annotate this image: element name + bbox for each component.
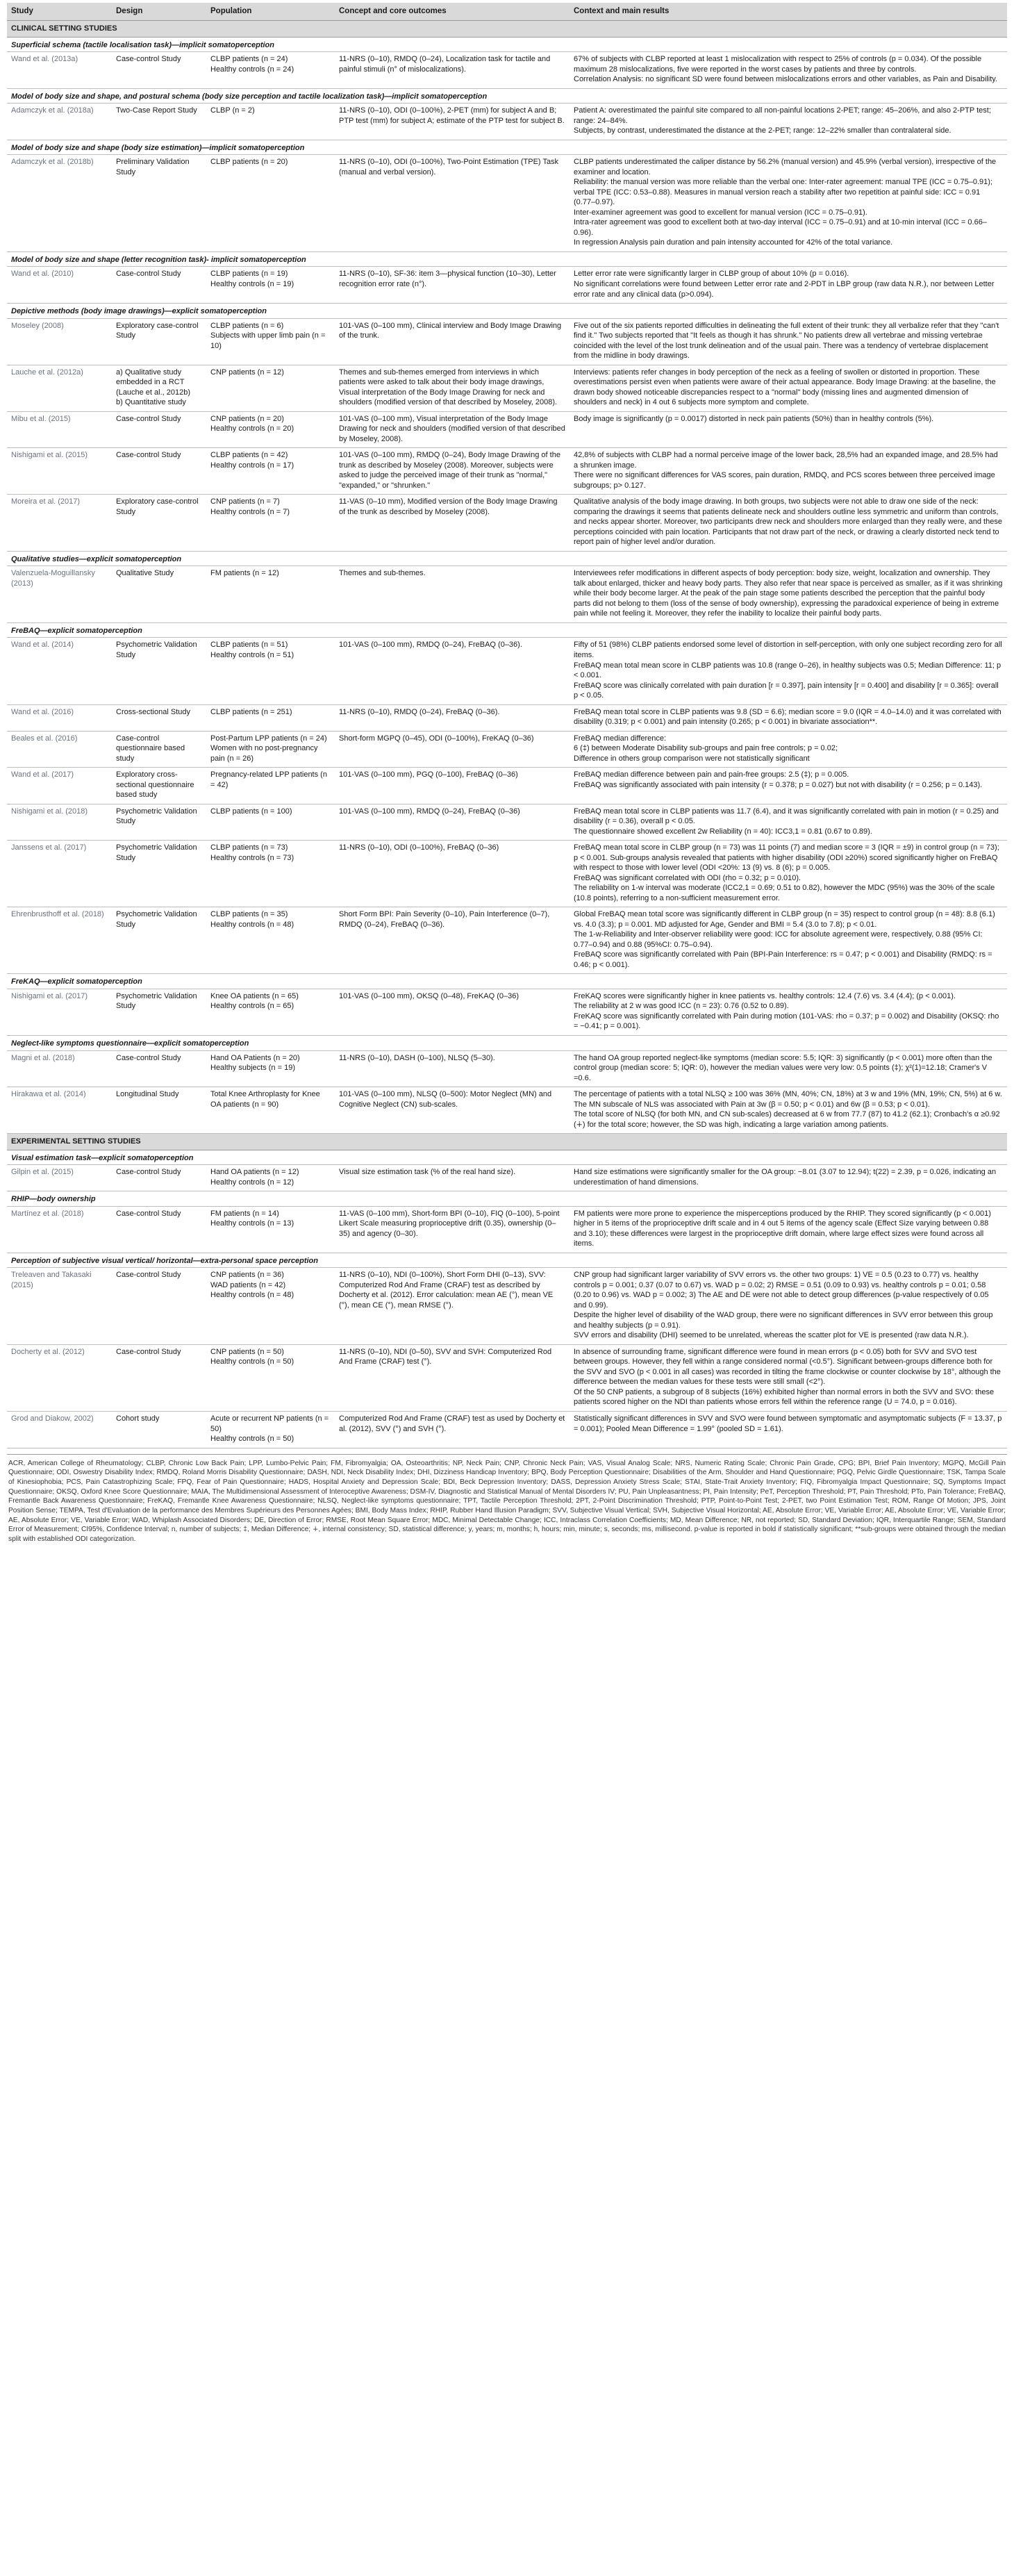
table-row bbox=[7, 104, 1007, 140]
cell-study[interactable]: Wand et al. (2010) bbox=[7, 267, 112, 304]
cell-context: Qualitative analysis of the body image drawing. In both groups, two subjects were not able to draw one side of the neck: comparing the drawings it seems that patients delineate neck and shoulders outline less symmetric and uniform than controls, and necks appear shorter. Moreover, two participants drew neck and shoulders more enlarged than they really were, and these perceptions coincided with pain location. Participants that not draw part of the neck, or drawing a clearly distorted neck tend to report pain of higher level and/or duration. bbox=[570, 495, 1007, 552]
cell-study[interactable]: Wand et al. (2017) bbox=[7, 768, 112, 804]
cell-context: Five out of the six patients reported difficulties in delineating the full extent of their trunk: they all verbalize refer that they "can't find it." Two subjects reported that "It feels as though it has shrunk." No patients drew all vertebrae and missing vertebrae coincided with the level of the lost trunk delineation and of the usual pain. There was a tendency of vertebrae displacement from the midline in body drawings. bbox=[570, 318, 1007, 365]
table-row bbox=[7, 411, 1007, 448]
cell-context: Interviewees refer modifications in different aspects of body perception: body size, weight, localization and ownership. They talk about enlarged, thicker and heavy body parts. They also refer that near space is perceived as smaller, as if it was shrinking while their body become larger. At the peak of the pain stage some patients described the perception that the painful body parts did not belong to them (loss of the sense of body ownership), expressing the paradoxical experience of being in extreme pain while not feeling it. Moreover, they refer the inability to localize their painful body parts. bbox=[570, 566, 1007, 623]
cell-concept: 11-NRS (0–10), RMDQ (0–24), Localization task for tactile and painful stimuli (n° of mislocalizations). bbox=[335, 52, 570, 89]
cell-population: CLBP patients (n = 24) Healthy controls (n = 24) bbox=[206, 52, 335, 89]
header-context: Context and main results bbox=[570, 3, 1007, 21]
cell-design: Exploratory case-control Study bbox=[112, 495, 206, 552]
cell-study[interactable]: Magni et al. (2018) bbox=[7, 1050, 112, 1087]
header-population: Population bbox=[206, 3, 335, 21]
cell-concept: 11-NRS (0–10), ODI (0–100%), Two-Point Estimation (TPE) Task (manual and verbal version). bbox=[335, 155, 570, 252]
cell-concept: 101-VAS (0–100 mm), Visual interpretation of the Body Image Drawing for neck and shoulders (modified version of that described by Moseley, 2008). bbox=[335, 411, 570, 448]
table-row bbox=[7, 907, 1007, 974]
cell-population: Hand OA Patients (n = 20) Healthy subjects (n = 19) bbox=[206, 1050, 335, 1087]
cell-context: Patient A: overestimated the painful site compared to all non-painful locations 2-PET; range: 45–206%, and also 2-PTP test; range: 24–84%. Subjects, by contrast, underestimated the distance at the 2-PET; range: 12–22% smaller than contralateral side. bbox=[570, 104, 1007, 140]
cell-population: FM patients (n = 14) Healthy controls (n = 13) bbox=[206, 1206, 335, 1253]
cell-design: Cross-sectional Study bbox=[112, 704, 206, 731]
cell-context: FreKAQ scores were significantly higher in knee patients vs. healthy controls: 12.4 (7.6) vs. 3.4 (4.4); (p < 0.001). The reliability at 2 w was good ICC (n = 23): 0.76 (0.52 to 0.89). FreKAQ score was significantly correlated with Pain during motion (101-VAS: rho = 0.37; p = 0.002) and Disability (OKSQ: rho = −0.41; p = 0.001). bbox=[570, 989, 1007, 1035]
cell-design: Psychometric Validation Study bbox=[112, 907, 206, 974]
cell-context: CNP group had significant larger variability of SVV errors vs. the other two groups: 1) VE = 0.5 (0.23 to 0.77) vs. healthy controls p = 0.001; 0.37 (0.07 to 0.67) vs. WAD p = 0.02; 2) RMSE = 0.51 (0.09 to 0.93) vs. healthy controls p = 0.01; 0.58 (0.20 to 0.96) vs. WAD p = 0.002; 3) The AE and DE were not able to detect group differences (p-value respectively of 0.05 and 0.99). Despite the higher level of disability of the WAD group, there were no significant differences in SVV error between this group and healthy subjects (p = 0.91). SVV errors and disability (DHI) seemed to be unrelated, whereas the scatter plot for VE is presented (raw data N.R.). bbox=[570, 1268, 1007, 1345]
cell-context: Statistically significant differences in SVV and SVO were found between symptomatic and asymptomatic subjects (F = 13.37, p = 0.001); Pooled Mean Difference = 1.99° (pooled SD = 1.61). bbox=[570, 1411, 1007, 1448]
table-header bbox=[7, 3, 1007, 21]
cell-design: Case-control Study bbox=[112, 1268, 206, 1345]
cell-study[interactable]: Martínez et al. (2018) bbox=[7, 1206, 112, 1253]
cell-design: Longitudinal Study bbox=[112, 1087, 206, 1134]
subsection-heading: Model of body size and shape (body size estimation)—implicit somatoperception bbox=[7, 140, 1007, 155]
cell-design: Case-control Study bbox=[112, 52, 206, 89]
cell-concept: 11-NRS (0–10), NDI (0–50), SVV and SVH: Computerized Rod And Frame (CRAF) test (°). bbox=[335, 1344, 570, 1411]
cell-design: Psychometric Validation Study bbox=[112, 638, 206, 704]
subsection-heading: FreBAQ—explicit somatoperception bbox=[7, 622, 1007, 638]
cell-population: CNP patients (n = 50) Healthy controls (n = 50) bbox=[206, 1344, 335, 1411]
subsection-heading: Depictive methods (body image drawings)—explicit somatoperception bbox=[7, 304, 1007, 319]
cell-study[interactable]: Beales et al. (2016) bbox=[7, 731, 112, 768]
cell-context: Interviews: patients refer changes in body perception of the neck as a feeling of swollen or distorted in proportion. These overestimations persist even when patients were aware of their actual appearance. Body Image Drawing: at the baseline, the drawn body showed noticeable discrepancies respect to a "normal" body (missing lines and augmented dimension of shoulders and neck) in 4 out 6 subjects more symptom and complete. bbox=[570, 365, 1007, 411]
cell-concept: 101-VAS (0–100 mm), NLSQ (0–500): Motor Neglect (MN) and Cognitive Neglect (CN) sub-scales. bbox=[335, 1087, 570, 1134]
section-heading: CLINICAL SETTING STUDIES bbox=[7, 21, 1007, 38]
cell-context: Letter error rate were significantly larger in CLBP group of about 10% (p = 0.016). No significant correlations were found between Letter error rate and 2-PDT in LBP group (raw data N.R.), nor between Letter error rate and any clinical data (p>0.094). bbox=[570, 267, 1007, 304]
subsection-heading: Model of body size and shape (letter recognition task)- implicit somatoperception bbox=[7, 251, 1007, 267]
subsection-heading-row bbox=[7, 140, 1007, 155]
cell-concept: Themes and sub-themes. bbox=[335, 566, 570, 623]
table-row bbox=[7, 365, 1007, 411]
subsection-heading-row bbox=[7, 88, 1007, 104]
cell-study[interactable]: Docherty et al. (2012) bbox=[7, 1344, 112, 1411]
cell-population: Pregnancy-related LPP patients (n = 42) bbox=[206, 768, 335, 804]
subsection-heading: RHIP—body ownership bbox=[7, 1191, 1007, 1207]
cell-population: CLBP patients (n = 42) Healthy controls (n = 17) bbox=[206, 448, 335, 495]
cell-study[interactable]: Wand et al. (2013a) bbox=[7, 52, 112, 89]
cell-concept: 11-NRS (0–10), ODI (0–100%), 2-PET (mm) for subject A and B; PTP test (mm) for subject A; estimate of the PTP test for subject B. bbox=[335, 104, 570, 140]
cell-study[interactable]: Treleaven and Takasaki (2015) bbox=[7, 1268, 112, 1345]
table-row bbox=[7, 841, 1007, 907]
subsection-heading-row bbox=[7, 1150, 1007, 1165]
cell-design: a) Qualitative study embedded in a RCT (Lauche et al., 2012b) b) Quantitative study bbox=[112, 365, 206, 411]
cell-concept: 101-VAS (0–100 mm), RMDQ (0–24), FreBAQ (0–36). bbox=[335, 638, 570, 704]
table-row bbox=[7, 804, 1007, 841]
subsection-heading: Visual estimation task—explicit somatoperception bbox=[7, 1150, 1007, 1165]
cell-design: Psychometric Validation Study bbox=[112, 841, 206, 907]
cell-concept: 101-VAS (0–100 mm), Clinical interview and Body Image Drawing of the trunk. bbox=[335, 318, 570, 365]
table-row bbox=[7, 989, 1007, 1035]
cell-study[interactable]: Valenzuela-Moguillansky (2013) bbox=[7, 566, 112, 623]
table-row bbox=[7, 1411, 1007, 1448]
subsection-heading-row bbox=[7, 1191, 1007, 1207]
cell-study[interactable]: Wand et al. (2016) bbox=[7, 704, 112, 731]
cell-study[interactable]: Nishigami et al. (2015) bbox=[7, 448, 112, 495]
cell-design: Qualitative Study bbox=[112, 566, 206, 623]
cell-concept: 11-NRS (0–10), SF-36: item 3—physical function (10–30), Letter recognition error rate (n°). bbox=[335, 267, 570, 304]
cell-concept: Visual size estimation task (% of the real hand size). bbox=[335, 1165, 570, 1191]
cell-population: CNP patients (n = 20) Healthy controls (n = 20) bbox=[206, 411, 335, 448]
cell-study[interactable]: Hirakawa et al. (2014) bbox=[7, 1087, 112, 1134]
cell-design: Exploratory cross-sectional questionnaire based study bbox=[112, 768, 206, 804]
cell-study[interactable]: Nishigami et al. (2018) bbox=[7, 804, 112, 841]
table-body bbox=[7, 21, 1007, 1448]
cell-concept: 11-VAS (0–10 mm), Modified version of the Body Image Drawing of the trunk as described by Moseley (2008). bbox=[335, 495, 570, 552]
cell-context: Global FreBAQ mean total score was significantly different in CLBP group (n = 35) respect to control group (n = 48): 8.8 (6.1) vs. 4.0 (3.3); p = 0.001. MD adjusted for Age, Gender and BMI = 5.4 (3.0 to 7.8); p < 0.01. The 1-w-Reliability and Inter-observer reliability were good: ICC for absolute agreement were, respectively, 0.88 (95% CI: 0.77–0.94) and 0.88 (95%CI: 0.75–0.94). FreBAQ score was significantly correlated with Pain (BPI-Pain Interference: rs = 0.47; p < 0.001) and Disability (RMDQ: rs = 0.46; p < 0.001). bbox=[570, 907, 1007, 974]
cell-population: CLBP patients (n = 35) Healthy controls (n = 48) bbox=[206, 907, 335, 974]
cell-design: Cohort study bbox=[112, 1411, 206, 1448]
table-row bbox=[7, 1087, 1007, 1134]
subsection-heading: Superficial schema (tactile localisation task)—implicit somatoperception bbox=[7, 37, 1007, 52]
cell-concept: Short-form MGPQ (0–45), ODI (0–100%), FreKAQ (0–36) bbox=[335, 731, 570, 768]
cell-context: 42,8% of subjects with CLBP had a normal perceive image of the lower back, 28,5% had an expanded image, and 28.5% had a shrunken image. There were no significant differences for VAS scores, pain duration, RMDQ, and PCS scores between three perceived image subgroups; p> 0.127. bbox=[570, 448, 1007, 495]
cell-study[interactable]: Moreira et al. (2017) bbox=[7, 495, 112, 552]
section-heading-row bbox=[7, 21, 1007, 38]
subsection-heading-row bbox=[7, 974, 1007, 989]
table-row bbox=[7, 1206, 1007, 1253]
cell-design: Case-control Study bbox=[112, 1165, 206, 1191]
table-page bbox=[7, 0, 1007, 1544]
cell-concept: 101-VAS (0–100 mm), OKSQ (0–48), FreKAQ (0–36) bbox=[335, 989, 570, 1035]
table-footnote: ACR, American College of Rheumatology; CLBP, Chronic Low Back Pain; LPP, Lumbo-Pelvic Pain; FM, Fibromyalgia; OA, Osteoarthritis; NP, Neck Pain; CNP, Chronic Neck Pain; VAS, Visual Analog Scale; NRS, Numeric Rating Scale; Chronic Pain Grade, CPG; BPI, Brief Pain Inventory; MGPQ, McGill Pain Questionnaire; ODI, Oswestry Disability Index; RMDQ, Roland Morris Disability Questionnaire; DASH, NDI, Neck Disability Index; DHI, Dizziness Handicap Inventory; BPQ, Body Perception Questionnaire; Disabilities of the Arm, Shoulder and Hand Questionnaire; PGQ, Pelvic Girdle Questionnaire; TSK, Tampa Scale of Kinesiophobia; PCS, Pain Catastrophizing Scale; FPQ, Fear of Pain Questionnaire; HADS, Hospital Anxiety and Depression Scale; BDI, Beck Depression Inventory; DASS, Depression Anxiety Stress Scale; STAI, State-Trait Anxiety Inventory; FIQ, Fibromyalgia Impact Questionnaire; SQ, Symptoms Impact Questionnaire; OKSQ, Oxford Knee Score Questionnaire; MAIA, The Multidimensional Assessment of Interoceptive Awareness; DSM-IV, Diagnostic and Statistical Manual of Mental Disorders IV; PU, Pain Unpleasantness; PI, Pain Intensity; PeT, Perception Threshold; PT, Pain Threshold; PTo, Pain Tolerance; FreBAQ, Fremantle Back Awareness Questionnaire; FreKAQ, Fremantle Knee Awareness Questionnaire; NLSQ, Neglect-like symptoms questionnaire; TPT, Tactile Perception Threshold; 2PT, 2-Point Discrimination Threshold; PTP, Point-to-Point Test; 2-PET, two Point Estimation Test; ROM, Range Of Motion; JPS, Joint Position Sense; TEMPA, Test d'Evaluation de la performance des Membres Supérieurs des Personnes Agées; BMI, Body Mass Index; RHIP, Rubber Hand Illusion Paradigm; SVV, Subjective Visual Vertical; SVH, Subjective Visual Horizontal; AE, Absolute Error; VE, Variable Error; AE, Absolute Error; VE, Variable Error; AE, Absolute Error; VE, Variable Error; WAD, Whiplash Associated Disorders; DE, Direction of Error; RMSE, Root Mean Square Error; MDC, Minimal Detectable Change; ICC, Intraclass Correlation Coefficients; MD, Mean Difference; NR, not reported; SD, Standard Deviation; IQR, Interquartile Range; SEM, Standard Error of Measurement; CI95%, Confidence Interval; n, number of subjects; ‡, Median Difference; ∔, internal consistency; SD, statistical difference; y, years; m, months; h, hours; min, minute; s, seconds; ms, millisecond. p-value is reported in bold if statistically significant; **sub-groups were obtained through the median split with established ODI categorization. bbox=[7, 1454, 1007, 1544]
cell-context: The percentage of patients with a total NLSQ ≥ 100 was 36% (MN, 40%; CN, 18%) at 3 w and 19% (MN, 19%; CN, 5%) at 6 w. The MN subscale of NLS was associated with Pain at 3w (β = 0.50; p < 0.01) and 6w (β = 0.53; p < 0.01). The total score of NLSQ (for both MN, and CN sub-scales) decreased at 6 w from 77.7 (87) to 41.2 (62.1); Cronbach's α ≥0.92 (∔) for the total score; however, the SD was high, indicating a large variation among patients. bbox=[570, 1087, 1007, 1134]
subsection-heading-row bbox=[7, 37, 1007, 52]
cell-concept: 11-NRS (0–10), NDI (0–100%), Short Form DHI (0–13), SVV: Computerized Rod And Frame (CRAF) test as described by Docherty et al. (2012). Error calculation: mean AE (°), mean VE (°), mean CE (°), mean RMSE (°). bbox=[335, 1268, 570, 1345]
cell-population: Total Knee Arthroplasty for Knee OA patients (n = 90) bbox=[206, 1087, 335, 1134]
cell-design: Psychometric Validation Study bbox=[112, 989, 206, 1035]
subsection-heading-row bbox=[7, 551, 1007, 566]
subsection-heading: Perception of subjective visual vertical/ horizontal—extra-personal space perception bbox=[7, 1253, 1007, 1268]
cell-population: CLBP (n = 2) bbox=[206, 104, 335, 140]
table-row bbox=[7, 1050, 1007, 1087]
header-study: Study bbox=[7, 3, 112, 21]
cell-design: Case-control Study bbox=[112, 267, 206, 304]
cell-context: FreBAQ mean total score in CLBP patients was 11.7 (6.4), and it was significantly correlated with pain in motion (r = 0.25) and disability (r = 0.36), overall p < 0.05. The questionnaire showed excellent 2w Reliability (n = 40): ICC3,1 = 0.81 (0.67 to 0.89). bbox=[570, 804, 1007, 841]
cell-population: Knee OA patients (n = 65) Healthy controls (n = 65) bbox=[206, 989, 335, 1035]
cell-concept: 11-NRS (0–10), ODI (0–100%), FreBAQ (0–36) bbox=[335, 841, 570, 907]
table-row bbox=[7, 52, 1007, 89]
cell-context: FreBAQ mean total score in CLBP group (n = 73) was 11 points (7) and median score = 3 (IQR = ±9) in control group (n = 73); p < 0.001. Sub-groups analysis revealed that patients with higher disability (ODI ≥20%) scored significantly higher on FreBAQ with respect to those with lower level (ODI <20%: 13 (9) vs. 8 (6); p = 0.005. FreBAQ was significant correlated with ODI (rho = 0.32; p = 0.010). The reliability on 1-w interval was moderate (ICC2,1 = 0.69; 0.51 to 0.82), however the MDC (95%) was the 30% of the scale (10.8 points), referring to a non-sufficient measurement error. bbox=[570, 841, 1007, 907]
cell-concept: 101-VAS (0–100 mm), RMDQ (0–24), FreBAQ (0–36) bbox=[335, 804, 570, 841]
cell-context: FreBAQ median difference: 6 (‡) between Moderate Disability sub-groups and pain free controls; p = 0.02; Difference in others group comparison were not statistically significant bbox=[570, 731, 1007, 768]
subsection-heading-row bbox=[7, 1036, 1007, 1051]
cell-context: 67% of subjects with CLBP reported at least 1 mislocalization with respect to 25% of controls (p = 0.034). Of the possible maximum 28 mislocalizations, five were reported in the worst cases by patients and three by controls. Correlation Analysis: no significant SD were found between mislocalizations errors and other variables, as Pain and Disability. bbox=[570, 52, 1007, 89]
cell-population: Acute or recurrent NP patients (n = 50) Healthy controls (n = 50) bbox=[206, 1411, 335, 1448]
cell-context: The hand OA group reported neglect-like symptoms (median score: 5.5; IQR: 3) significantly (p < 0.001) more often than the control group (median score: 5; IQR: 0), however the median values were very low: 0.5 points (‡); χ²(1)=12.18; Cramer's V =0.6. bbox=[570, 1050, 1007, 1087]
cell-design: Case-control Study bbox=[112, 1206, 206, 1253]
cell-study[interactable]: Adamczyk et al. (2018b) bbox=[7, 155, 112, 252]
subsection-heading: Qualitative studies—explicit somatoperception bbox=[7, 551, 1007, 566]
cell-design: Two-Case Report Study bbox=[112, 104, 206, 140]
table-row bbox=[7, 638, 1007, 704]
cell-study[interactable]: Grod and Diakow, 2002) bbox=[7, 1411, 112, 1448]
table-row bbox=[7, 731, 1007, 768]
cell-concept: Computerized Rod And Frame (CRAF) test as used by Docherty et al. (2012), SVV (°) and SVH (°). bbox=[335, 1411, 570, 1448]
subsection-heading: Model of body size and shape, and postural schema (body size perception and tactile localization task)—implicit somatoperception bbox=[7, 88, 1007, 104]
cell-study[interactable]: Mibu et al. (2015) bbox=[7, 411, 112, 448]
subsection-heading-row bbox=[7, 622, 1007, 638]
cell-context: In absence of surrounding frame, significant difference were found in mean errors (p < 0.05) both for SVV and SVO test between groups. However, they fell within a range considered normal (<0.5°). Significant between-groups difference both for the SVV and SVO (p < 0.001 in all cases) was recorded in tilting the frame clockwise or counter clockwise by 18°, although the difference between the median values for these tests were still small (<2°). Of the 50 CNP patients, a subgroup of 8 subjects (16%) exhibited higher than normal errors in both the SVV and SVO: these patients scored higher on the NDI than patients whose errors fell within the reference range (U = 74.0, p = 0.016). bbox=[570, 1344, 1007, 1411]
cell-population: CLBP patients (n = 251) bbox=[206, 704, 335, 731]
cell-population: CNP patients (n = 7) Healthy controls (n = 7) bbox=[206, 495, 335, 552]
section-heading-row bbox=[7, 1134, 1007, 1150]
table-row bbox=[7, 267, 1007, 304]
header-design: Design bbox=[112, 3, 206, 21]
cell-design: Psychometric Validation Study bbox=[112, 804, 206, 841]
table-row bbox=[7, 155, 1007, 252]
table-row bbox=[7, 318, 1007, 365]
table-row bbox=[7, 495, 1007, 552]
cell-population: FM patients (n = 12) bbox=[206, 566, 335, 623]
subsection-heading-row bbox=[7, 304, 1007, 319]
cell-concept: 11-VAS (0–100 mm), Short-form BPI (0–10), FIQ (0–100), 5-point Likert Scale measuring proprioceptive drift (0.35), ownership (0–35) and agency (0–30). bbox=[335, 1206, 570, 1253]
cell-context: Body image is significantly (p = 0.0017) distorted in neck pain patients (50%) than in healthy controls (5%). bbox=[570, 411, 1007, 448]
cell-context: CLBP patients underestimated the caliper distance by 56.2% (manual version) and 45.9% (verbal version), irrespective of the examiner and location. Reliability: the manual version was more reliable than the verbal one: Inter-rater agreement: manual TPE (ICC = 0.75–0.91); verbal TPE (ICC: 0.53–0.88). Measures in manual version reach a stability after two repetition at painful side: ICC = 0.91 (0.77–0.97). Inter-examiner agreement was good to excellent for manual version (ICC = 0.75–0.91). Intra-rater agreement was good to excellent both at two-day interval (ICC = 0.75–0.91) and at 10-min interval (ICC = 0.66–0.96). In regression Analysis pain duration and pain intensity accounted for 42% of the total variance. bbox=[570, 155, 1007, 252]
cell-concept: Themes and sub-themes emerged from interviews in which patients were asked to talk about their body image drawings, Visual interpretation of the Body Image Drawing for neck and shoulders (modified version of that described by Moseley, 2008). bbox=[335, 365, 570, 411]
subsection-heading-row bbox=[7, 251, 1007, 267]
table-row bbox=[7, 1268, 1007, 1345]
cell-population: CLBP patients (n = 19) Healthy controls (n = 19) bbox=[206, 267, 335, 304]
cell-concept: 101-VAS (0–100 mm), PGQ (0–100), FreBAQ (0–36) bbox=[335, 768, 570, 804]
table-row bbox=[7, 1165, 1007, 1191]
cell-context: FreBAQ mean total score in CLBP patients was 9.8 (SD = 6.6); median score = 9.0 (IQR = 4.0–14.0) and it was correlated with disability (0.319; p < 0.001) and pain intensity (0.265; p < 0.001) in bivariate association**. bbox=[570, 704, 1007, 731]
cell-population: CLBP patients (n = 73) Healthy controls (n = 73) bbox=[206, 841, 335, 907]
cell-context: FM patients were more prone to experience the misperceptions produced by the RHIP. They scored significantly (p < 0.001) higher in 5 items of the proprioceptive drift scale and in 4 out 5 items of the agency scale (Effect Size varying between 0.88 and 3.10); these differences were largest in the proprioceptive drift domain, where large effect sizes were found across all items. bbox=[570, 1206, 1007, 1253]
table-row bbox=[7, 566, 1007, 623]
cell-design: Case-control Study bbox=[112, 1344, 206, 1411]
cell-population: CNP patients (n = 12) bbox=[206, 365, 335, 411]
cell-study[interactable]: Moseley (2008) bbox=[7, 318, 112, 365]
cell-population: Post-Partum LPP patients (n = 24) Women with no post-pregnancy pain (n = 26) bbox=[206, 731, 335, 768]
cell-design: Case-control Study bbox=[112, 1050, 206, 1087]
cell-study[interactable]: Gilpin et al. (2015) bbox=[7, 1165, 112, 1191]
cell-population: Hand OA patients (n = 12) Healthy controls (n = 12) bbox=[206, 1165, 335, 1191]
cell-study[interactable]: Adamczyk et al. (2018a) bbox=[7, 104, 112, 140]
cell-context: Hand size estimations were significantly smaller for the OA group: −8.01 (3.07 to 12.94); t(22) = 2.39, p = 0.026, indicating an underestimation of hand dimensions. bbox=[570, 1165, 1007, 1191]
cell-population: CLBP patients (n = 51) Healthy controls (n = 51) bbox=[206, 638, 335, 704]
header-concept: Concept and core outcomes bbox=[335, 3, 570, 21]
cell-concept: 11-NRS (0–10), RMDQ (0–24), FreBAQ (0–36). bbox=[335, 704, 570, 731]
cell-population: CNP patients (n = 36) WAD patients (n = 42) Healthy controls (n = 48) bbox=[206, 1268, 335, 1345]
subsection-heading: FreKAQ—explicit somatoperception bbox=[7, 974, 1007, 989]
cell-context: FreBAQ median difference between pain and pain-free groups: 2.5 (‡); p = 0.005. FreBAQ was significantly associated with pain intensity (r = 0.378; p = 0.027) but not with disability (r = 0.256; p = 0.143). bbox=[570, 768, 1007, 804]
results-table bbox=[7, 3, 1007, 1448]
table-row bbox=[7, 704, 1007, 731]
table-row bbox=[7, 768, 1007, 804]
cell-design: Exploratory case-control Study bbox=[112, 318, 206, 365]
cell-population: CLBP patients (n = 20) bbox=[206, 155, 335, 252]
subsection-heading-row bbox=[7, 1253, 1007, 1268]
table-row bbox=[7, 1344, 1007, 1411]
cell-concept: 11-NRS (0–10), DASH (0–100), NLSQ (5–30). bbox=[335, 1050, 570, 1087]
cell-study[interactable]: Janssens et al. (2017) bbox=[7, 841, 112, 907]
cell-design: Preliminary Validation Study bbox=[112, 155, 206, 252]
cell-concept: Short Form BPI: Pain Severity (0–10), Pain Interference (0–7), RMDQ (0–24), FreBAQ (0–36). bbox=[335, 907, 570, 974]
table-row bbox=[7, 448, 1007, 495]
cell-population: CLBP patients (n = 100) bbox=[206, 804, 335, 841]
section-heading: EXPERIMENTAL SETTING STUDIES bbox=[7, 1134, 1007, 1150]
cell-concept: 101-VAS (0–100 mm), RMDQ (0–24), Body Image Drawing of the trunk as described by Moseley (2008). Moreover, subjects were asked to judge the perceived image of their trunk as "normal," "expanded," or "shrunken." bbox=[335, 448, 570, 495]
cell-study[interactable]: Lauche et al. (2012a) bbox=[7, 365, 112, 411]
cell-context: Fifty of 51 (98%) CLBP patients endorsed some level of distortion in self-perception, with only one subject recording zero for all items. FreBAQ mean total mean score in CLBP patients was 10.8 (range 0–26), in healthy subjects was 0.5; Median Difference: 11; p < 0.001. FreBAQ score was clinically correlated with pain duration [r = 0.397], pain intensity [r = 0.400] and disability [r = 0.365]: overall p < 0.05. bbox=[570, 638, 1007, 704]
cell-population: CLBP patients (n = 6) Subjects with upper limb pain (n = 10) bbox=[206, 318, 335, 365]
subsection-heading: Neglect-like symptoms questionnaire—explicit somatoperception bbox=[7, 1036, 1007, 1051]
cell-study[interactable]: Wand et al. (2014) bbox=[7, 638, 112, 704]
cell-design: Case-control Study bbox=[112, 448, 206, 495]
cell-design: Case-control Study bbox=[112, 411, 206, 448]
cell-design: Case-control questionnaire based study bbox=[112, 731, 206, 768]
cell-study[interactable]: Nishigami et al. (2017) bbox=[7, 989, 112, 1035]
cell-study[interactable]: Ehrenbrusthoff et al. (2018) bbox=[7, 907, 112, 974]
